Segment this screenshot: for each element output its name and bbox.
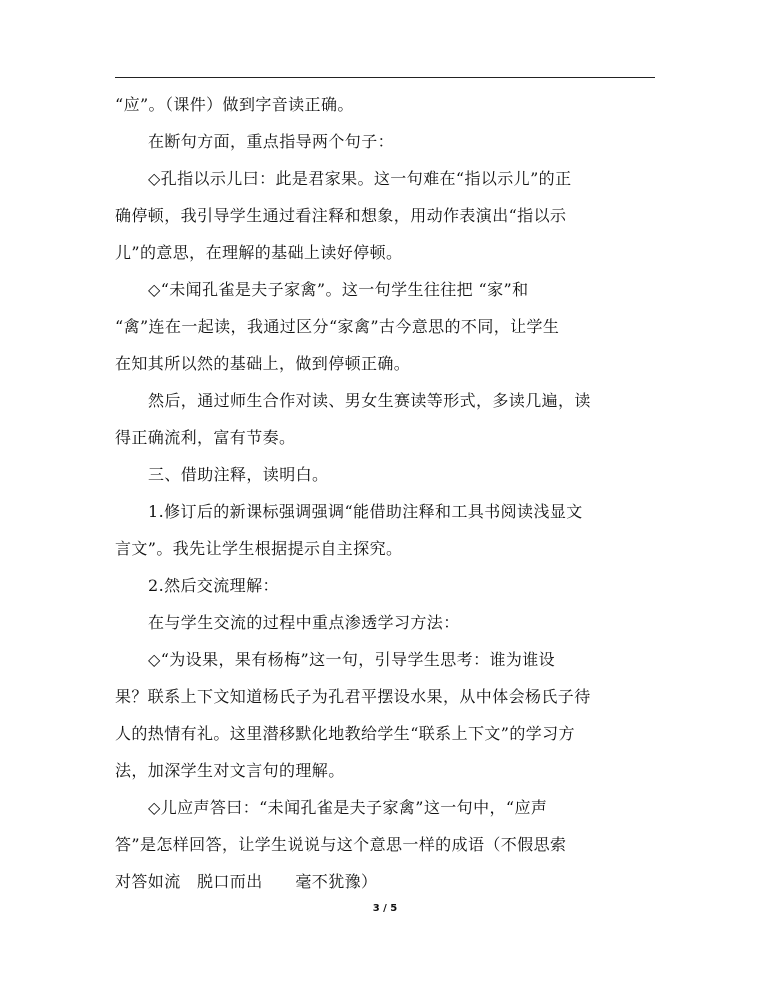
page-number: 3 / 5 <box>372 903 398 914</box>
text-line: “应”。（课件）做到字音读正确。 <box>115 95 354 114</box>
text-line: ◇孔指以示儿曰：此是君家果。这一句难在“指以示儿”的正 <box>148 169 572 188</box>
text-line: 在断句方面，重点指导两个句子： <box>148 132 395 151</box>
text-line: ◇“为设果，果有杨梅”这一句，引导学生思考：谁为谁设 <box>148 650 556 669</box>
text-line: 然后，通过师生合作对读、男女生赛读等形式，多读几遍，读 <box>148 391 591 410</box>
text-line: ◇“未闻孔雀是夫子家禽”。这一句学生往往把 “家”和 <box>148 280 529 299</box>
text-line: 对答如流 脱口而出 毫不犹豫） <box>115 872 378 891</box>
text-line: 1.修订后的新课标强调强调“能借助注释和工具书阅读浅显文 <box>148 502 583 521</box>
text-line: “禽”连在一起读，我通过区分“家禽”古今意思的不同，让学生 <box>115 317 560 336</box>
header-divider <box>115 77 655 78</box>
text-line: 确停顿，我引导学生通过看注释和想象，用动作表演出“指以示 <box>115 206 567 225</box>
text-line: 在知其所以然的基础上，做到停顿正确。 <box>115 354 411 373</box>
document-body <box>115 86 655 900</box>
text-line: 果？联系上下文知道杨氏子为孔君平摆设水果，从中体会杨氏子待 <box>115 687 591 706</box>
section-heading: 三、借助注释，读明白。 <box>148 465 329 484</box>
text-line: 法，加深学生对文言句的理解。 <box>115 761 345 780</box>
text-line: ◇儿应声答曰：“未闻孔雀是夫子家禽”这一句中，“应声 <box>148 798 548 817</box>
text-line: 2.然后交流理解： <box>148 576 279 595</box>
text-line: 在与学生交流的过程中重点渗透学习方法： <box>148 613 460 632</box>
text-line: 言文”。我先让学生根据提示自主探究。 <box>115 539 403 558</box>
text-line: 得正确流利，富有节奏。 <box>115 428 296 447</box>
text-line: 儿”的意思，在理解的基础上读好停顿。 <box>115 243 403 262</box>
text-line: 答”是怎样回答，让学生说说与这个意思一样的成语（不假思索 <box>115 835 567 854</box>
text-line: 人的热情有礼。这里潜移默化地教给学生“联系上下文”的学习方 <box>115 724 575 743</box>
